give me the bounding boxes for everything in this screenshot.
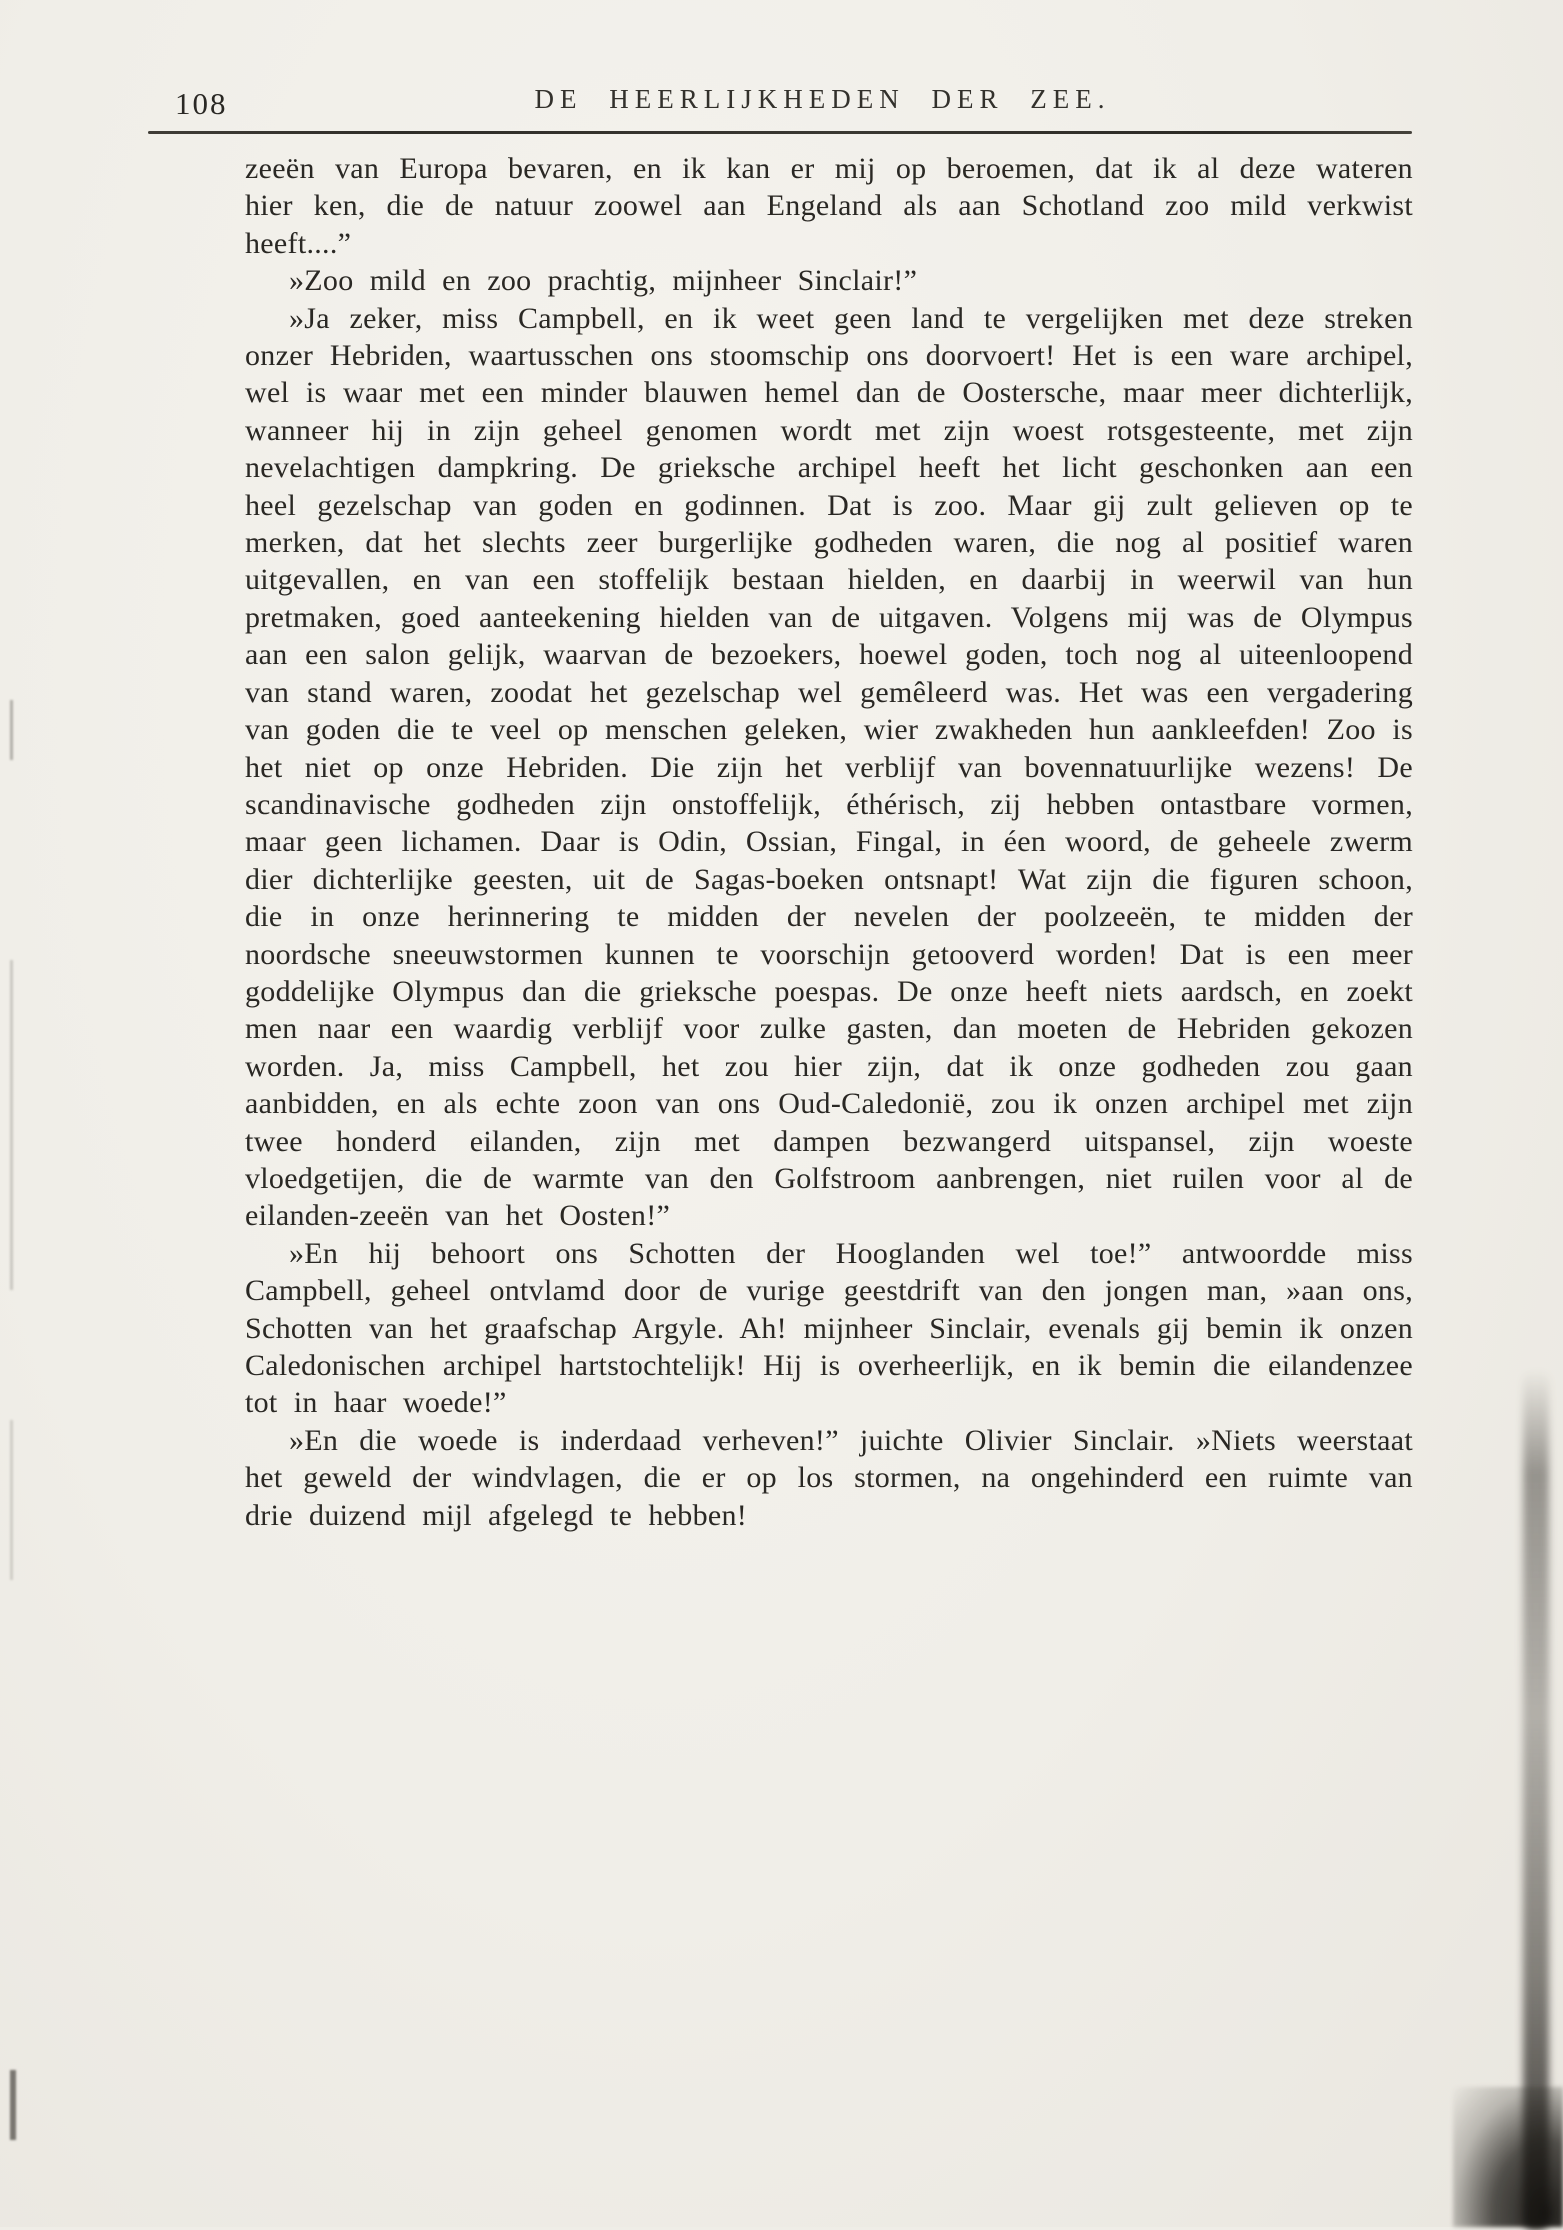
page-header [150, 84, 1440, 126]
paragraph: »Zoo mild en zoo prachtig, mijnheer Sinclair!” [289, 264, 918, 298]
scan-artifact-left-mark [10, 2070, 16, 2140]
paragraph: »En die woede is inderdaad verheven!” juichte Olivier Sinclair. »Niets weerstaat het geweld der windvlagen, die er op los stormen, na ongehinderd een ruimte van drie duizend mijl afgelegd te hebben! [245, 1423, 1413, 1532]
paragraph: »En hij behoort ons Schotten der Hooglanden wel toe!” antwoordde miss Campbell, geheel ontvlamd door de vurige geestdrift van den jongen man, »aan ons, Schotten van het graafschap Argyle. Ah! mijnheer Sinclair, evenals gij bemin ik onzen Caledonischen archipel hartstochtelijk! Hij is overheerlijk, en ik bemin die eilandenzee tot in haar woede!” [245, 1236, 1413, 1420]
text-block [245, 150, 1413, 1534]
paragraph-continuation: zeeën van Europa bevaren, en ik kan er mij op beroemen, dat ik al deze wateren hier ken, die de natuur zoowel aan Engeland als aan Schotland zoo mild verkwist heeft....” [245, 152, 1413, 260]
scan-artifact-left-mark [10, 700, 13, 760]
page-number: 108 [175, 86, 228, 121]
running-title: DE HEERLIJKHEDEN DER ZEE. [534, 84, 1111, 114]
scan-artifact-right-streak [1523, 1370, 1549, 2230]
scan-artifact-corner-blob [1453, 2087, 1563, 2227]
scan-artifact-left-mark [10, 960, 13, 1290]
scan-artifact-left-mark [10, 1420, 13, 1580]
paragraph: »Ja zeker, miss Campbell, en ik weet geen land te vergelijken met deze streken onzer Hebriden, waartusschen ons stoomschip ons doorvoert! Het is een ware archipel, wel is waar met een minder blauwen hemel dan de Oostersche, maar meer dichterlijk, wanneer hij in zijn geheel genomen wordt met zijn woest rotsgesteente, met zijn nevelachtigen dampkring. De grieksche archipel heeft het licht geschonken aan een heel gezelschap van goden en godinnen. Dat is zoo. Maar gij zult gelieven op te merken, dat het slechts zeer burgerlijke godheden waren, die nog al positief waren uitgevallen, en van een stoffelijk bestaan hielden, en daarbij in weerwil van hun pretmaken, goed aanteekening hielden van de uitgaven. Volgens mij was de Olympus aan een salon gelijk, waarvan de bezoekers, hoewel goden, toch nog al uiteenloopend van stand waren, zoodat het gezelschap wel gemêleerd was. Het was een vergadering van goden die te veel op menschen geleken, wier zwakheden hun aankleefden! Zoo is het niet op onze Hebriden. Die zijn het verblijf van bovennatuurlijke wezens! De scandinavische godheden zijn onstoffelijk, éthérisch, zij hebben ontastbare vormen, maar geen lichamen. Daar is Odin, Ossian, Fingal, in éen woord, de geheele zwerm dier dichterlijke geesten, uit de Sagas-boeken ontsnapt! Wat zijn die figuren schoon, die in onze herinnering te midden der nevelen der poolzeeën, te midden der noordsche sneeuwstormen kunnen te voorschijn getooverd worden! Dat is een meer goddelijke Olympus dan die grieksche poespas. De onze heeft niets aardsch, en zoekt men naar een waardig verblijf voor zulke gasten, dan moeten de Hebriden gekozen worden. Ja, miss Campbell, het zou hier zijn, dat ik onze godheden zou gaan aanbidden, en als echte zoon van ons Oud-Caledonië, zou ik onzen archipel met zijn twee honderd eilanden, zijn met dampen bezwangerd uitspansel, zijn woeste vloedgetijen, die de warmte van den Golfstroom aanbrengen, niet ruilen voor al de eilanden-zeeën van het Oosten!” [245, 301, 1413, 1233]
header-rule [148, 131, 1412, 134]
